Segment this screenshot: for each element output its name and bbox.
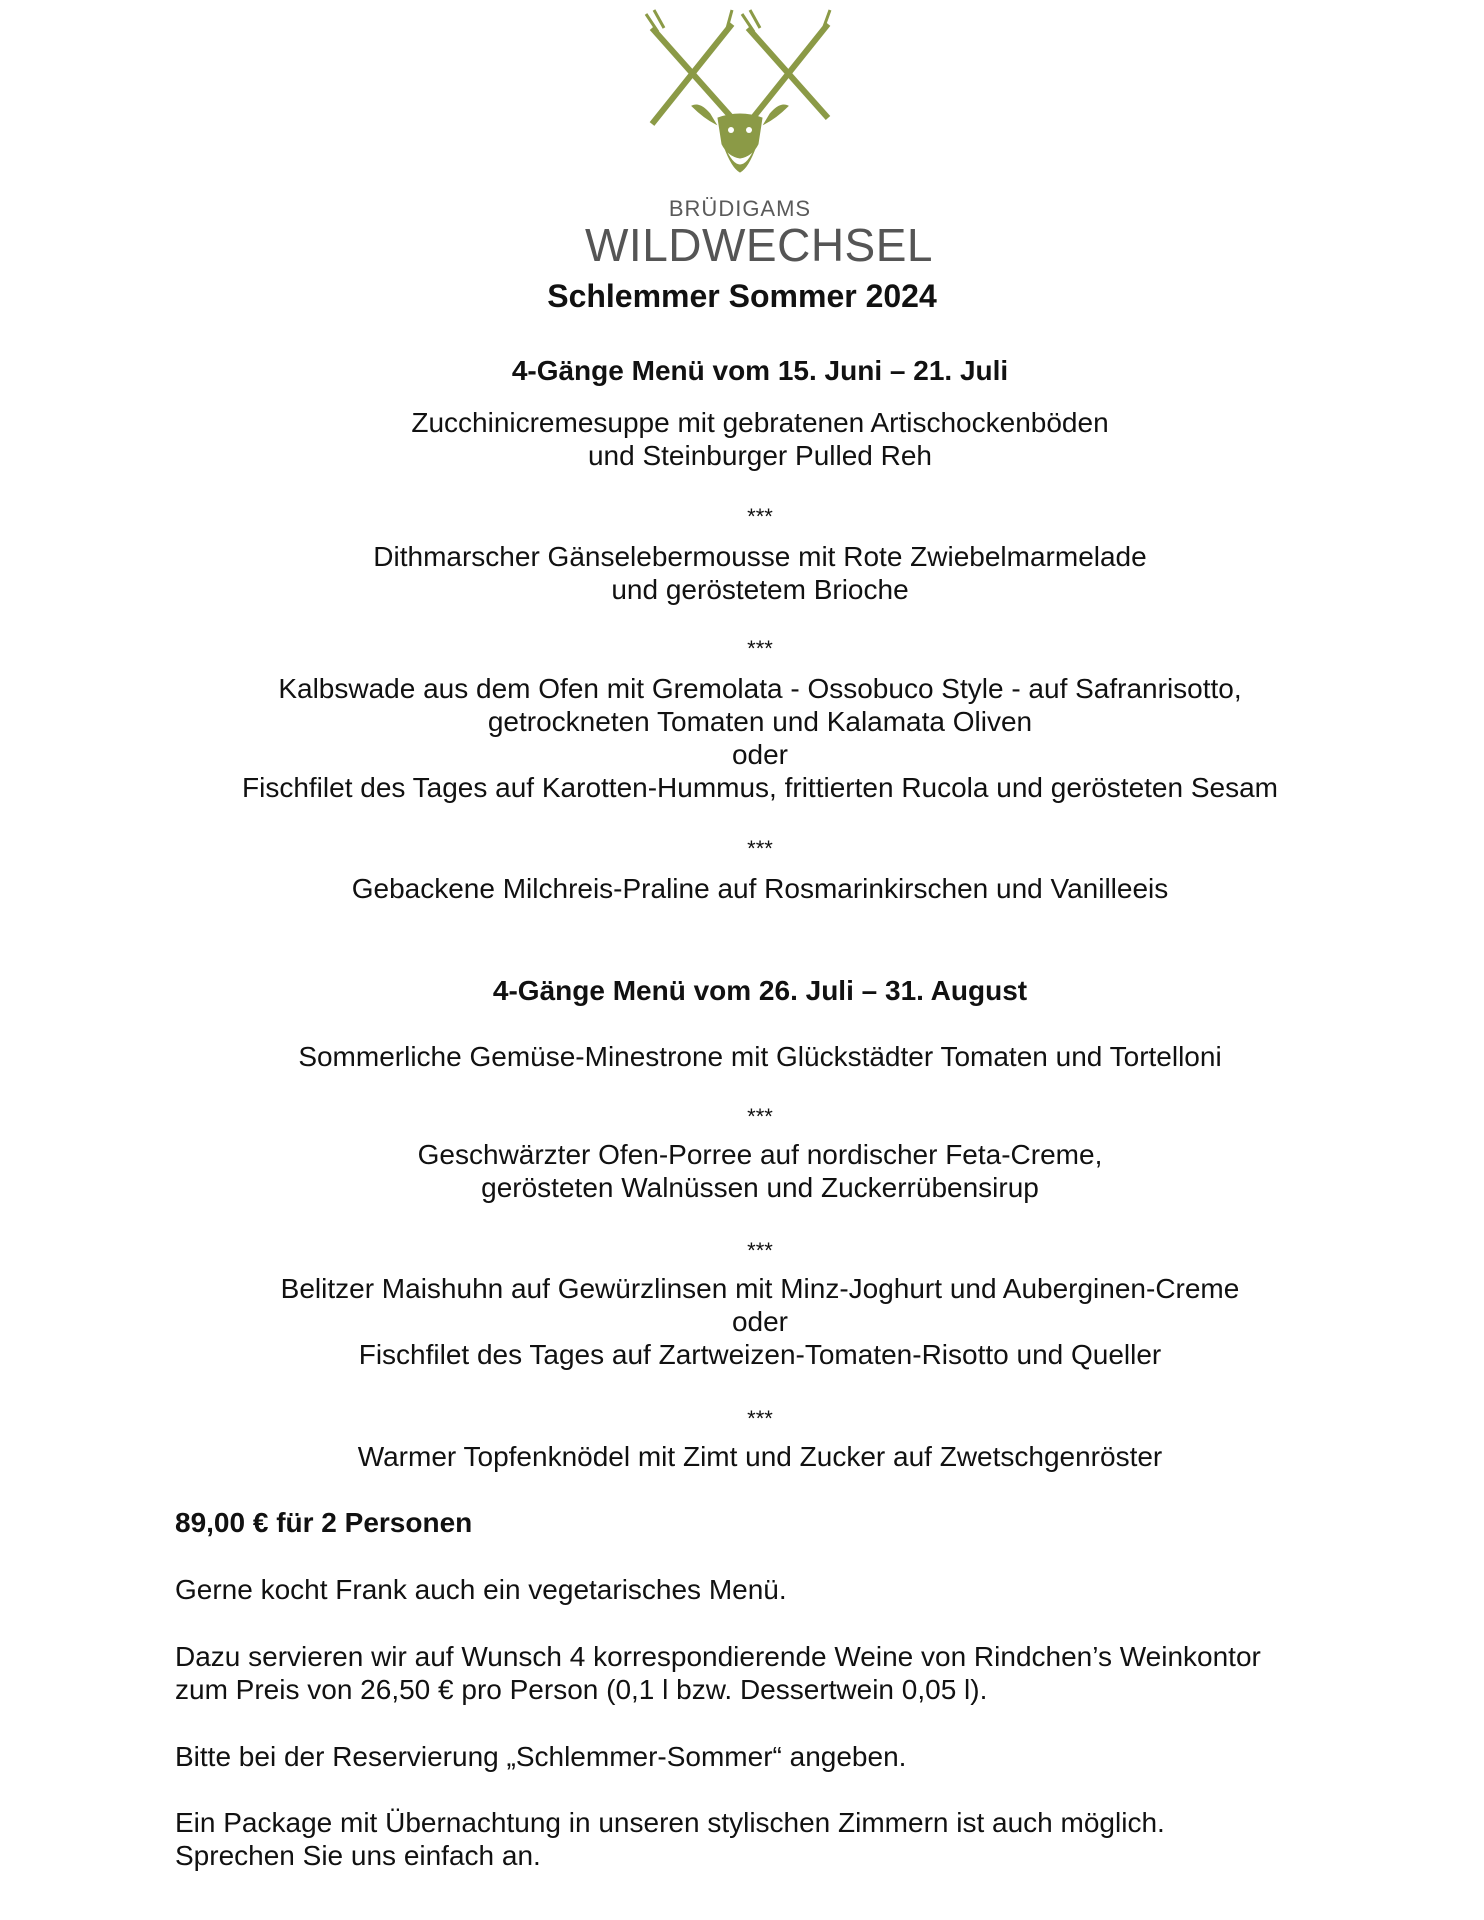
- course-line: getrockneten Tomaten und Kalamata Oliven: [487, 706, 1033, 737]
- menu1-course4: [0, 872, 1484, 905]
- wine-note-line: Dazu servieren wir auf Wunsch 4 korrespondierende Weine von Rindchen’s Weinkontor: [175, 1641, 1261, 1672]
- course-line: Geschwärzter Ofen-Porree auf nordischer Feta-Creme,: [417, 1139, 1103, 1170]
- course-separator: ***: [747, 1238, 773, 1263]
- course-line: Kalbswade aus dem Ofen mit Gremolata - Ossobuco Style - auf Safranrisotto,: [278, 673, 1242, 704]
- course-separator: ***: [747, 636, 773, 661]
- menu2-course3: [0, 1272, 1484, 1371]
- package-note-line: Ein Package mit Übernachtung in unseren stylischen Zimmern ist auch möglich.: [175, 1807, 1165, 1838]
- document-title: Schlemmer Sommer 2024: [547, 278, 937, 314]
- logo: [585, 6, 933, 271]
- menu1-course2: [0, 540, 1484, 606]
- brand-prefix: BRÜDIGAMS: [668, 196, 812, 221]
- course-line: gerösteten Walnüssen und Zuckerrübensirup: [481, 1172, 1039, 1203]
- menu2-course2: [0, 1138, 1484, 1204]
- course-separator: ***: [747, 1406, 773, 1431]
- course-line: Dithmarscher Gänselebermousse mit Rote Zwiebelmarmelade: [373, 541, 1147, 572]
- menu1-course1: [0, 406, 1484, 472]
- menu1-course3: [0, 672, 1484, 804]
- course-line: oder: [731, 739, 789, 770]
- course-line: Gebackene Milchreis-Praline auf Rosmarinkirschen und Vanilleeis: [351, 873, 1169, 904]
- wine-note: [175, 1640, 1375, 1706]
- course-separator: ***: [747, 504, 773, 529]
- brand-name: WILDWECHSEL: [585, 219, 933, 271]
- wine-note-line: zum Preis von 26,50 € pro Person (0,1 l bzw. Dessertwein 0,05 l).: [175, 1674, 988, 1705]
- course-line: und geröstetem Brioche: [611, 574, 909, 605]
- menu1-heading: 4-Gänge Menü vom 15. Juni – 21. Juli: [511, 355, 1009, 386]
- reservation-note: Bitte bei der Reservierung „Schlemmer-Sommer“ angeben.: [175, 1741, 907, 1772]
- package-note: [175, 1806, 1375, 1872]
- menu2-heading: 4-Gänge Menü vom 26. Juli – 31. August: [492, 975, 1028, 1006]
- course-line: Warmer Topfenknödel mit Zimt und Zucker auf Zwetschgenröster: [357, 1441, 1163, 1472]
- course-line: Fischfilet des Tages auf Karotten-Hummus, frittierten Rucola und gerösteten Sesam: [242, 772, 1278, 803]
- stag-with-crossed-cutlery-icon: [640, 6, 840, 186]
- menu2-course4: [0, 1440, 1484, 1473]
- menu2-course1: [0, 1040, 1484, 1073]
- course-line: oder: [731, 1306, 789, 1337]
- course-line: Fischfilet des Tages auf Zartweizen-Tomaten-Risotto und Queller: [358, 1339, 1162, 1370]
- package-note-line: Sprechen Sie uns einfach an.: [175, 1840, 541, 1871]
- vegetarian-note: Gerne kocht Frank auch ein vegetarisches Menü.: [175, 1574, 787, 1605]
- course-line: Zucchinicremesuppe mit gebratenen Artischockenböden: [411, 407, 1109, 438]
- price: 89,00 € für 2 Personen: [175, 1507, 473, 1538]
- course-separator: ***: [747, 836, 773, 861]
- course-line: Sommerliche Gemüse-Minestrone mit Glückstädter Tomaten und Tortelloni: [298, 1041, 1222, 1072]
- course-separator: ***: [747, 1104, 773, 1129]
- course-line: und Steinburger Pulled Reh: [587, 440, 932, 471]
- course-line: Belitzer Maishuhn auf Gewürzlinsen mit Minz-Joghurt und Auberginen-Creme: [280, 1273, 1240, 1304]
